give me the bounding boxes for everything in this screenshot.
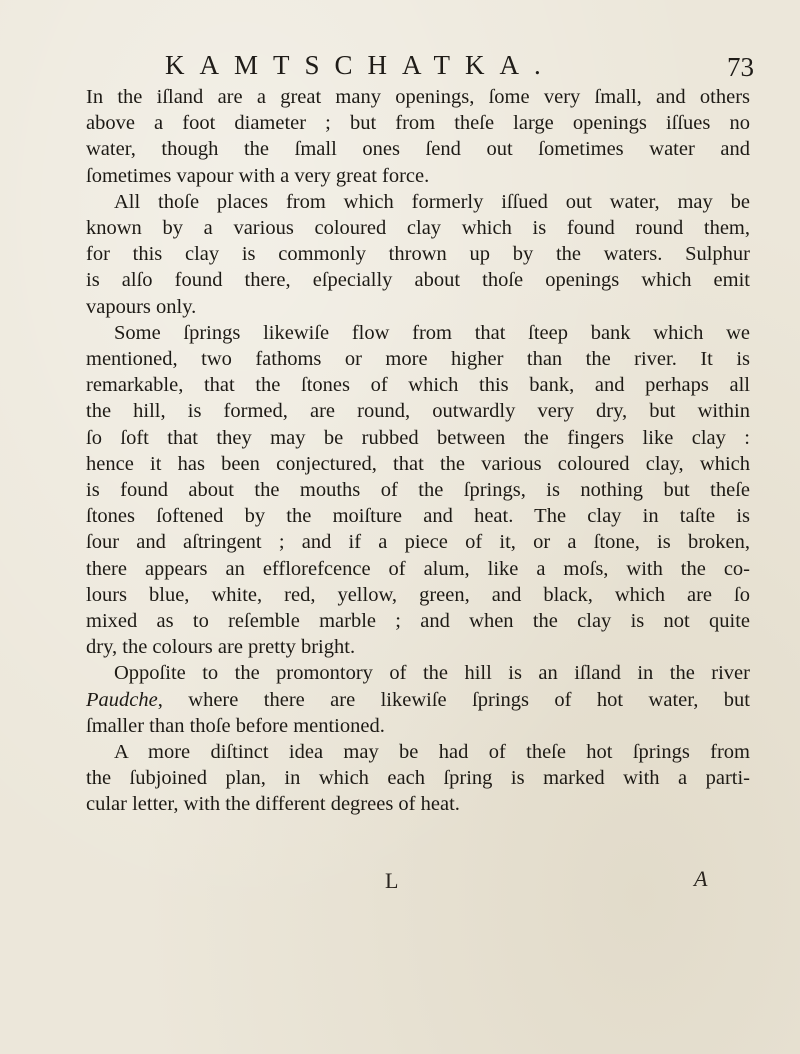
- signature-mark: L: [385, 868, 399, 893]
- text-line: for this clay is commonly thrown up by the waters. Sulphur: [86, 243, 750, 266]
- text-line: ſour and aſtringent ; and if a piece of it, or a ſtone, is broken,: [86, 531, 750, 554]
- text-line: cular letter, with the different degrees of heat.: [86, 793, 460, 816]
- text-line: the hill, is formed, are round, outwardly very dry, but within: [86, 400, 750, 423]
- text-line: dry, the colours are pretty bright.: [86, 636, 356, 659]
- text-line: mixed as to reſemble marble ; and when the clay is not quite: [86, 610, 750, 633]
- text-line: is alſo found there, eſpecially about thoſe openings which emit: [86, 269, 750, 292]
- text-line: ſmaller than thoſe before mentioned.: [86, 714, 385, 737]
- text-line: vapours only.: [86, 295, 197, 318]
- text-line: lours blue, white, red, yellow, green, and black, which are ſo: [86, 583, 750, 606]
- page-number: 73: [727, 52, 754, 82]
- text-line: Some ſprings likewiſe flow from that ſteep bank which we: [114, 321, 750, 344]
- text-line: hence it has been conjectured, that the various coloured clay, which: [86, 452, 750, 475]
- text-line: ſtones ſoftened by the moiſture and heat. The clay in taſte is: [86, 505, 750, 528]
- text-line: ſometimes vapour with a very great force.: [86, 164, 430, 187]
- running-head: KAMTSCHATKA.: [165, 50, 556, 80]
- text-line: remarkable, that the ſtones of which this bank, and perhaps all: [86, 374, 750, 397]
- show-through-bleed: [90, 728, 510, 808]
- text-line: A more diſtinct idea may be had of theſe hot ſprings from: [114, 741, 750, 764]
- text-line: known by a various coloured clay which is found round them,: [86, 217, 750, 240]
- text-line: the ſubjoined plan, in which each ſpring is marked with a parti-: [86, 767, 750, 790]
- text-line: All thoſe places from which formerly iſſued out water, may be: [114, 190, 750, 213]
- text-line: there appears an efflorefcence of alum, like a moſs, with the co-: [86, 557, 750, 580]
- text-line: ſo ſoft that they may be rubbed between the fingers like clay :: [86, 426, 750, 449]
- body-text: [86, 84, 750, 818]
- catchword: A: [694, 866, 708, 891]
- text-line: is found about the mouths of the ſprings, is nothing but theſe: [86, 479, 750, 502]
- text-line: above a foot diameter ; but from theſe large openings iſſues no: [86, 112, 750, 135]
- text-line: Oppoſite to the promontory of the hill is an iſland in the river: [114, 662, 750, 685]
- text-line: mentioned, two fathoms or more higher than the river. It is: [86, 348, 750, 371]
- text-fragment: , where there are likewiſe ſprings of hot water, but: [157, 688, 750, 711]
- place-name-paudche: Paudche: [86, 688, 158, 711]
- text-line-paudche: [86, 687, 750, 713]
- text-line: In the iſland are a great many openings, ſome very ſmall, and others: [86, 86, 750, 108]
- text-line: water, though the ſmall ones ſend out ſometimes water and: [86, 138, 750, 161]
